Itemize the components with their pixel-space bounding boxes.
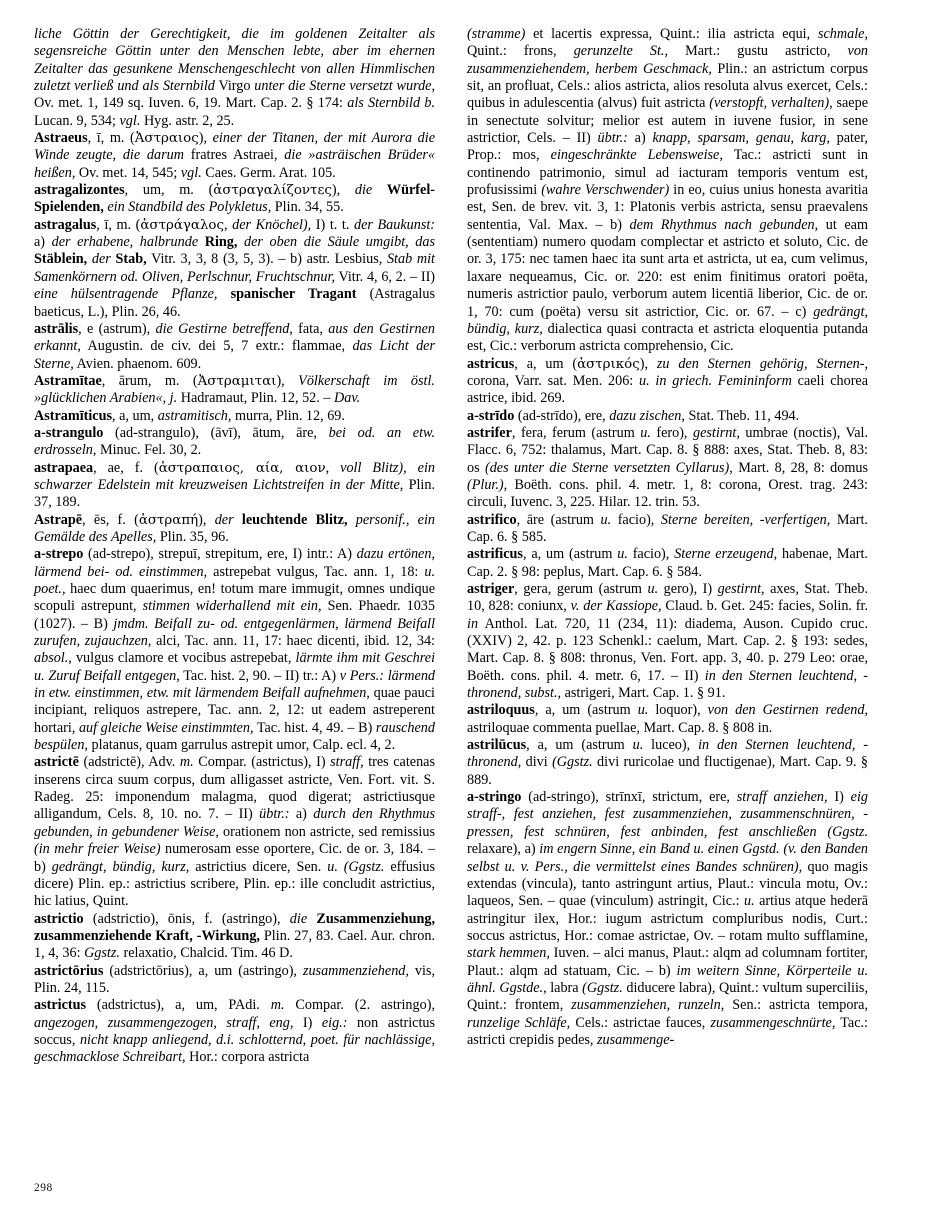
dictionary-entry: astragalus, ī, m. (ἀστράγαλος, der Knöchel), I) t. t. der Baukunst: a) der erhabene, halbrunde Ring, der oben die Säule umgibt, das Stäblein, der Stab, Vitr. 3, 3, 8 (3, 5, 3). – b) astr. Lesbius, Stab mit Samenkörnern od. Oliven, Perlschnur, Fruchtschnur, Vitr. 4, 6, 2. – II) eine hülsentragende Pflanze, spanischer Tragant (Astragalus baeticus, L.), Plin. 26, 46.	[34, 216, 436, 320]
dictionary-entry: astragalizontes, um, m. (ἀστραγαλίζοντες), die Würfel-Spielenden, ein Standbild des Polykletus, Plin. 34, 55.	[34, 182, 435, 216]
dictionary-entry: a-strīdo (ad-strīdo), ere, dazu zischen, Stat. Theb. 11, 494.	[467, 407, 800, 424]
right-text-column	[467, 26, 868, 1049]
dictionary-entry: astrālis, e (astrum), die Gestirne betreffend, fata, aus den Gestirnen erkannt, Augustin. de civ. dei 5, 7 extr.: flammae, das Licht der Sterne, Avien. phaenom. 609.	[34, 320, 435, 372]
dictionary-entry: astrictus (adstrictus), a, um, PAdi. m. Compar. (2. astringo), angezogen, zusammengezogen, straff, eng, I) eig.: non astrictus soccus, nicht knapp anliegend, d.i. schlotternd, poet. für nachlässige, geschmacklose Schreibart, Hor.: corpora astricta	[34, 997, 436, 1066]
dictionary-entry: astriger, gera, gerum (astrum u. gero), I) gestirnt, axes, Stat. Theb. 10, 828: coniunx, v. der Kassiope, Claud. b. Get. 245: facies, Solin. fr. in Anthol. Lat. 720, 11 (234, 11): diadema, Auson. Cupido cruc. (XXIV) 2, 42. p. 123 Schenkl.: caelum, Mart. Cap. 2. § 193: sedes, Mart. Cap. 8. § 808: thronus, Ven. Fort. app. 3, 40. p. 279 Leo: orae, Boëth. cons. phil. 4. metr. 6, 17. – II) in den Sternen leuchtend, -thronend, subst., astrigeri, Mart. Cap. 1. § 91.	[467, 581, 869, 702]
entry-continuation: (stramme) et lacertis expressa, Quint.: ilia astricta equi, schmale, Quint.: frons, gerunzelte St., Mart.: gustu astricto, von zusammenziehendem, herbem Geschmack, Plin.: an astrictum corpus sit, an profluat, Cels.: alios astricta, alios resoluta alvus exercet, Cels.: quibus in adulescentia (alvus) fuit astricta (verstopft, verhalten), saepe in senectute solvitur; melior est autem in iuvene fusior, in sene astrictior, Cels. – II) übtr.: a) knapp, sparsam, genau, karg, pater, Prop.: mos, eingeschränkte Lebensweise, Tac.: astricti sunt in continendo patrimonio, simul ad iacturam temporis ventum est, profusissimi (wahre Verschwender) in eo, cuius unius honesta avaritia est, Sen. de brev. vit. 3, 1: Platonis verbis astricta, sensu praevalens sententia, Val. Max. – b) dem Rhythmus nach gebunden, ut eam (sententiam) numero quodam complectar et astricto et soluto, Cic. de or. 3, 175: nec tamen haec ita sunt arta et astricta, ut ea, cum velimus, laxare nequeamus, Cic. or. 220: est enim finitimus oratori poëta, numeris astrictior paulo, verborum autem licentiā liberior, Cic. de or. 1, 70: cum (poëta) versu sit astrictior, Cic. or. 67. – c) gedrängt, bündig, kurz, dialectica quasi contracta et astricta eloquentia putanda est, Cic.: verborum astricta comprehensio, Cic.	[467, 26, 869, 355]
dictionary-entry: astrifico, āre (astrum u. facio), Sterne bereiten, -verfertigen, Mart. Cap. 6. § 585.	[467, 511, 868, 545]
dictionary-entry: a-strepo (ad-strepo), strepuī, strepitum, ere, I) intr.: A) dazu ertönen, lärmend bei- od. einstimmen, astrepebat vulgus, Tac. ann. 1, 18: u. poet., haec dum quaerimus, en! totum mare immugit, omnes undique scopuli astrepunt, stimmen widerhallend mit ein, Sen. Phaedr. 1035 (1027). – B) jmdm. Beifall zu- od. entgegenlärmen, lärmend Beifall zurufen, zujauchzen, alci, Tac. ann. 11, 17: haec dicenti, ibid. 12, 34: absol., vulgus clamore et vocibus astrepebat, lärmte ihm mit Geschrei u. Zuruf Beifall entgegen, Tac. hist. 2, 90. – II) tr.: A) v Pers.: lärmend in etw. einstimmen, etw. mit lärmendem Beifall aufnehmen, quae pauci incipiant, reliquos astrepere, Tac. ann. 2, 12: ut eadem astreperent hortari, auf gleiche Weise einstimmten, Tac. hist. 4, 49. – B) rauschend bespülen, platanus, quam garrulus astrepit umor, Calp. ecl. 4, 2.	[34, 546, 436, 754]
dictionary-entry: astrilūcus, a, um (astrum u. luceo), in den Sternen leuchtend, -thronend, divi (Ggstz. divi ruricolae und fluctigenae), Mart. Cap. 9. § 889.	[467, 737, 869, 788]
dictionary-entry: astrictio (adstrictio), ōnis, f. (astringo), die Zusammenziehung, zusammenziehende Kraft, -Wirkung, Plin. 27, 83. Cael. Aur. chron. 1, 4, 36: Ggstz. relaxatio, Chalcid. Tim. 46 D.	[34, 910, 435, 962]
dictionary-entry: Astramītae, ārum, m. (Ἀστραμιται), Völkerschaft im östl. »glücklichen Arabien«, j. Hadramaut, Plin. 12, 52. – Dav.	[34, 372, 435, 407]
dictionary-entry: astriloquus, a, um (astrum u. loquor), von den Gestirnen redend, astriloquae commenta puellae, Mart. Cap. 8. § 808 in.	[467, 702, 869, 736]
dictionary-entry: astrificus, a, um (astrum u. facio), Sterne erzeugend, habenae, Mart. Cap. 2. § 98: peplus, Mart. Cap. 6. § 584.	[467, 546, 868, 580]
dictionary-entry: astrapaea, ae, f. (ἀστραπαιος, αία, αιον, voll Blitz), ein schwarzer Edelstein mit kreuzweisen Lichtstreifen in der Mitte, Plin. 37, 189.	[34, 459, 436, 511]
dictionary-entry: Astramīticus, a, um, astramitisch, murra, Plin. 12, 69.	[34, 407, 345, 424]
dictionary-entry: astrictōrius (adstrictōrius), a, um (astringo), zusammenziehend, vis, Plin. 24, 115.	[34, 962, 435, 996]
dictionary-entry: Astrapē, ēs, f. (ἀστραπή), der leuchtende Blitz, personif., ein Gemälde des Apelles, Plin. 35, 96.	[34, 511, 435, 545]
dictionary-entry: Astraeus, ī, m. (Ἀστραιος), einer der Titanen, der mit Aurora die Winde zeugte, die darum fratres Astraei, die »asträischen Brüder« heißen, Ov. met. 14, 545; vgl. Caes. Germ. Arat. 105.	[34, 130, 436, 181]
dictionary-entry: astrictē (adstrictē), Adv. m. Compar. (astrictus), I) straff, tres catenas inserens circa suum corpus, dum alligasset astricte, Ven. Fort. vit. S. Radeg. 25: imponendum malagma, quod digerat; astrictiusque alligandum, Cels. 8, 10. no. 7. – II) übtr.: a) durch den Rhythmus gebunden, in gebundener Weise, orationem non astricte, sed remissius (in mehr freier Weise) numerosam esse oportere, Cic. de or. 3, 184. – b) gedrängt, bündig, kurz, astrictius dicere, Sen. u. (Ggstz. effusius dicere) Plin. ep.: astrictius scribere, Plin. ep.: ille concludit astrictius, hic latius, Quint.	[34, 754, 436, 910]
dictionary-entry: a-stringo (ad-stringo), strīnxī, strictum, ere, straff anziehen, I) eig straff-, fest anziehen, fest zusammenziehen, zusammenschnüren, -pressen, fest schnüren, fest anbinden, fest anschließen (Ggstz. relaxare), a) im engern Sinne, ein Band u. einen Ggstd. (v. den Banden selbst u. v. Pers., die vermittelst eines Bandes schnüren), quo magis extendas (vincula), tanto astringunt artius, Plaut.: vincula motu, Ov.: laqueos, Sen. – quae (vinculum) astringit, Cic.: u. artius atque hederā astringitur ilex, Hor.: iugum astrictum compluribus nodis, Curt.: soccus astrictus, Hor.: comae astrictae, Ov. – rotam multo sufflamine, stark hemmen, Iuven. – alci manus, Plaut.: alqm ad columnam fortiter, Plaut.: alqm ad statuam, Cic. – b) im weitern Sinne, Körperteile u. ähnl. Ggstde., labra (Ggstz. diducere labra), Quint.: vultum superciliis, Quint.: frontem, zusammenziehen, runzeln, Sen.: astricta tempora, runzelige Schläfe, Cels.: astrictae fauces, zusammengeschnürte, Tac.: astricti crepidis pedes, zusammenge-	[467, 789, 869, 1048]
dictionary-entry: astricus, a, um (ἀστρικός), zu den Sternen gehörig, Sternen-, corona, Varr. sat. Men. 206: u. in griech. Femininform caeli chorea astrice, ibid. 269.	[467, 355, 869, 407]
entry-continuation: liche Göttin der Gerechtigkeit, die im goldenen Zeitalter als segensreiche Göttin unter den Menschen lebte, aber im ehernen Zeitalter das gesunkene Menschengeschlecht von allen Himmlischen zuletzt verließ und als Sternbild Virgo unter die Sterne versetzt wurde, Ov. met. 1, 149 sq. Iuven. 6, 19. Mart. Cap. 2. § 174: als Sternbild b. Lucan. 9, 534; vgl. Hyg. astr. 2, 25.	[34, 26, 436, 129]
page-columns	[34, 26, 901, 1166]
left-text-column	[34, 26, 435, 1067]
folio-number: 298	[34, 1182, 53, 1194]
dictionary-entry: a-strangulo (ad-strangulo), (āvī), ātum, āre, bei od. an etw. erdrosseln, Minuc. Fel. 30, 2.	[34, 424, 435, 459]
dictionary-entry: astrifer, fera, ferum (astrum u. fero), gestirnt, umbrae (noctis), Val. Flacc. 6, 752: thalamus, Mart. Cap. 8. § 888: axes, Stat. Theb. 8, 83: os (des unter die Sterne versetzten Cyllarus), Mart. 8, 28, 8: domus (Plur.), Boëth. cons. phil. 4. metr. 1, 8: corona, Orest. trag. 243: circuli, Iuvenc. 3, 225. Hilar. 12. trin. 53.	[467, 424, 868, 511]
